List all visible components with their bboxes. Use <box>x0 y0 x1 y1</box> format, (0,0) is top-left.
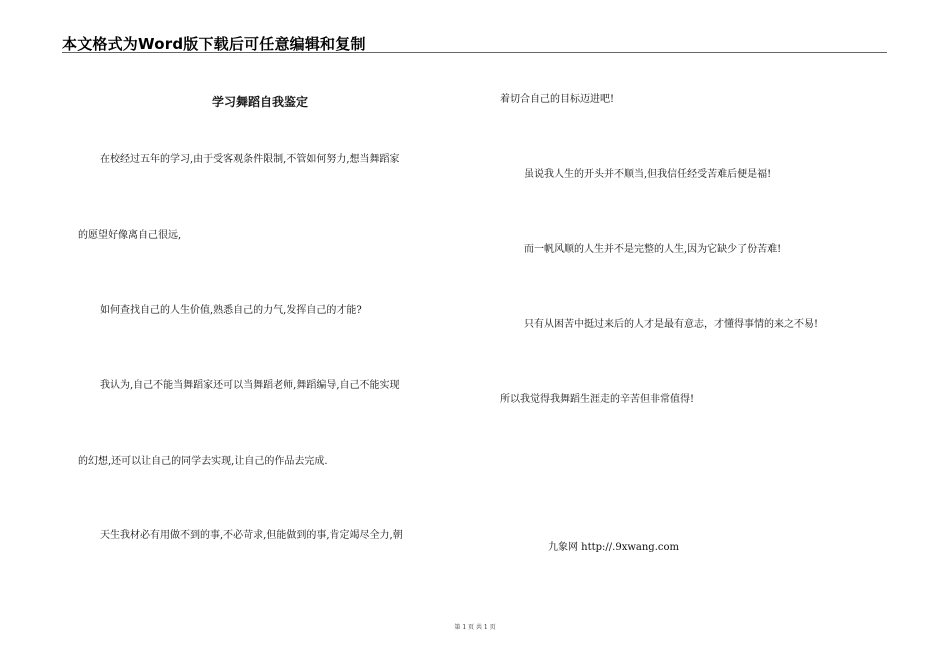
paragraph-line: 天生我材必有用做不到的事,不必苛求,但能做到的事,肯定竭尽全力,朝 <box>100 530 403 541</box>
document-title: 学习舞蹈自我鉴定 <box>211 95 308 109</box>
header-divider <box>62 52 887 53</box>
paragraph-line: 着切合自己的目标迈进吧! <box>500 94 615 105</box>
paragraph-line: 所以我觉得我舞蹈生涯走的辛苦但非常值得! <box>500 394 695 405</box>
document-banner: 本文格式为Word版下载后可任意编辑和复制 <box>62 35 366 53</box>
paragraph-line: 只有从困苦中挺过来后的人才是最有意志，才懂得事情的来之不易! <box>524 319 819 330</box>
paragraph-line: 而一帆风顺的人生并不是完整的人生,因为它缺少了份苦难! <box>524 244 782 255</box>
paragraph-line: 的幻想,还可以让自己的同学去实现,让自己的作品去完成. <box>78 456 328 467</box>
paragraph-line: 的愿望好像离自己很远, <box>78 230 182 241</box>
paragraph-line: 在校经过五年的学习,由于受客观条件限制,不管如何努力,想当舞蹈家 <box>100 154 400 165</box>
paragraph-line: 我认为,自己不能当舞蹈家还可以当舞蹈老师,舞蹈编导,自己不能实现 <box>100 380 400 391</box>
page-number: 第 1 页 共 1 页 <box>454 624 496 631</box>
paragraph-line: 如何查找自己的人生价值,熟悉自己的力气,发挥自己的才能? <box>100 305 362 316</box>
paragraph-line: 虽说我人生的开头并不顺当,但我信任经受苦难后便是福! <box>524 169 772 180</box>
source-credit: 九象网 http://.9xwang.com <box>548 542 679 553</box>
